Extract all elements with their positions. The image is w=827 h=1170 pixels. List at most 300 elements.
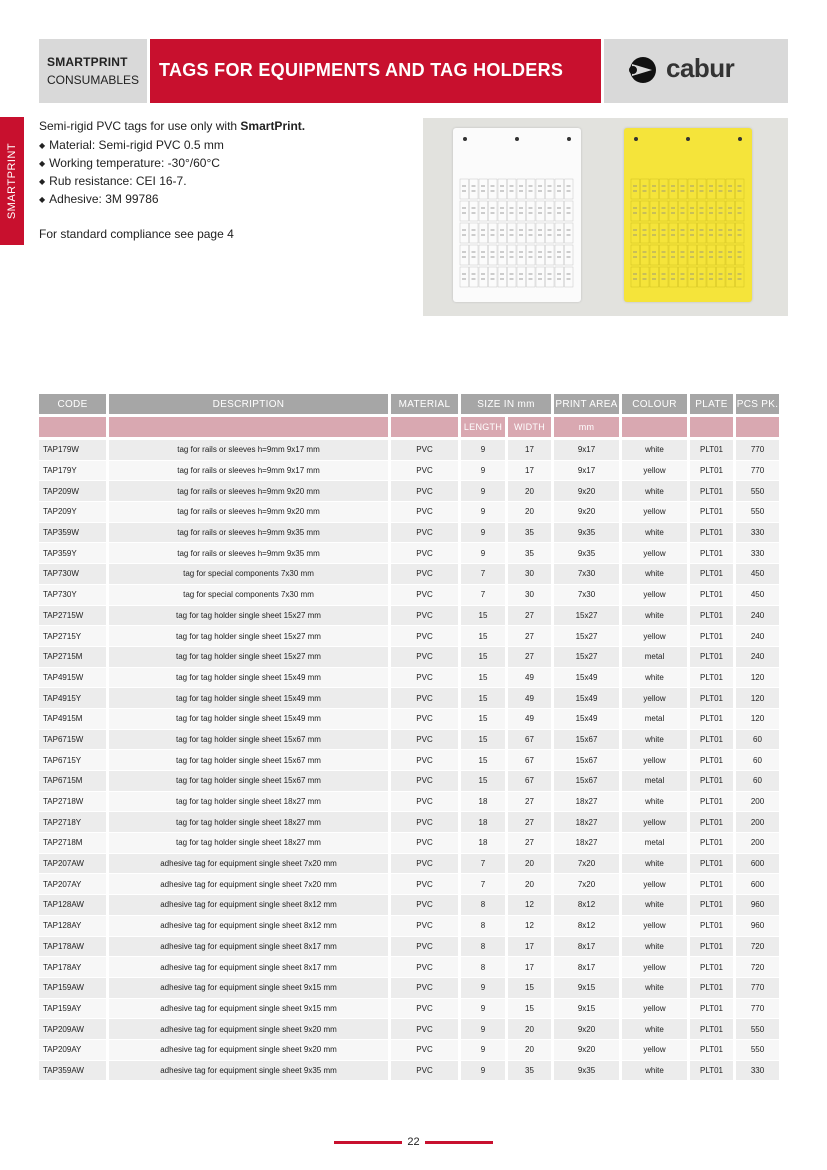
cell-pcs: 960 [736,916,779,937]
cell-length: 8 [461,916,505,937]
cell-print-area: 7x30 [554,564,619,585]
cell-width: 67 [508,730,551,751]
cell-pcs: 120 [736,688,779,709]
cell-plate: PLT01 [690,1019,733,1040]
cell-colour: white [622,481,687,502]
cell-material: PVC [391,750,458,771]
cell-print-area: 15x27 [554,626,619,647]
cell-length: 7 [461,585,505,606]
cell-material: PVC [391,812,458,833]
cell-width: 35 [508,543,551,564]
cell-print-area: 18x27 [554,833,619,854]
cell-pcs: 240 [736,647,779,668]
cell-colour: white [622,1019,687,1040]
hole-icon [738,137,742,141]
hole-icon [634,137,638,141]
cell-plate: PLT01 [690,564,733,585]
cell-length: 15 [461,668,505,689]
cell-material: PVC [391,792,458,813]
cell-width: 27 [508,606,551,627]
cell-colour: white [622,668,687,689]
cell-length: 7 [461,874,505,895]
cell-length: 15 [461,750,505,771]
cell-code: TAP2718W [39,792,106,813]
spec-item: ◆ Adhesive: 3M 99786 [39,191,409,209]
cell-colour: yellow [622,750,687,771]
cell-width: 15 [508,978,551,999]
cell-plate: PLT01 [690,481,733,502]
cell-length: 8 [461,895,505,916]
side-tab-label: SMARTPRINT [6,142,18,220]
cell-length: 9 [461,481,505,502]
table-row [39,833,779,854]
cell-description: tag for tag holder single sheet 18x27 mm [109,833,388,854]
cell-print-area: 9x20 [554,481,619,502]
cell-colour: yellow [622,585,687,606]
table-row [39,1019,779,1040]
cell-material: PVC [391,688,458,709]
cell-material: PVC [391,523,458,544]
hole-icon [686,137,690,141]
cell-colour: yellow [622,626,687,647]
cell-description: tag for rails or sleeves h=9mm 9x17 mm [109,440,388,461]
section-label-line1: SMARTPRINT [47,55,128,69]
cell-width: 12 [508,916,551,937]
cell-length: 15 [461,688,505,709]
cell-material: PVC [391,626,458,647]
brand-logo-box [604,39,788,103]
cell-width: 27 [508,647,551,668]
cell-plate: PLT01 [690,502,733,523]
cell-print-area: 15x49 [554,709,619,730]
cell-code: TAP209AY [39,1040,106,1061]
section-label-box [39,39,147,103]
cell-colour: metal [622,833,687,854]
cell-length: 15 [461,709,505,730]
product-photo [423,118,788,316]
col-header-plate: PLATE [690,394,733,414]
intro-text [39,118,409,243]
cell-plate: PLT01 [690,916,733,937]
cell-material: PVC [391,874,458,895]
hole-icon [515,137,519,141]
cell-description: tag for rails or sleeves h=9mm 9x35 mm [109,543,388,564]
cell-print-area: 9x35 [554,543,619,564]
side-tab [0,117,24,245]
cell-plate: PLT01 [690,730,733,751]
cell-plate: PLT01 [690,523,733,544]
table-row [39,647,779,668]
cell-description: tag for special components 7x30 mm [109,585,388,606]
cell-width: 35 [508,523,551,544]
tag-grid-icon [630,178,746,290]
cell-print-area: 15x67 [554,750,619,771]
cell-pcs: 450 [736,564,779,585]
cell-length: 15 [461,730,505,751]
cell-colour: white [622,523,687,544]
yellow-tag-sheet [624,128,752,302]
cell-colour: white [622,937,687,958]
brand-name: cabur [666,53,735,83]
table-row [39,585,779,606]
table-row [39,978,779,999]
cell-code: TAP359AW [39,1061,106,1082]
cell-print-area: 18x27 [554,812,619,833]
cell-code: TAP359Y [39,543,106,564]
spec-list [39,137,409,209]
table-row [39,999,779,1020]
cell-length: 18 [461,812,505,833]
subheader-print-unit: mm [554,417,619,437]
spec-item: ◆ Working temperature: -30°/60°C [39,155,409,173]
cell-code: TAP159AW [39,978,106,999]
cell-print-area: 8x17 [554,957,619,978]
cell-colour: metal [622,771,687,792]
cell-description: tag for rails or sleeves h=9mm 9x20 mm [109,481,388,502]
cell-material: PVC [391,564,458,585]
cell-colour: metal [622,647,687,668]
table-row [39,792,779,813]
cell-code: TAP209AW [39,1019,106,1040]
cell-print-area: 9x20 [554,502,619,523]
cell-material: PVC [391,999,458,1020]
cell-code: TAP4915Y [39,688,106,709]
cell-plate: PLT01 [690,1040,733,1061]
cell-colour: white [622,978,687,999]
cell-width: 30 [508,564,551,585]
cell-code: TAP2718M [39,833,106,854]
cell-code: TAP209W [39,481,106,502]
cell-print-area: 15x67 [554,730,619,751]
table-row [39,750,779,771]
intro-lead [39,118,409,135]
cell-print-area: 7x20 [554,854,619,875]
cell-pcs: 240 [736,626,779,647]
subheader-blank [690,417,733,437]
cell-code: TAP128AY [39,916,106,937]
product-table [36,394,782,1081]
cell-code: TAP209Y [39,502,106,523]
col-header-print-area: PRINT AREA [554,394,619,414]
cell-length: 9 [461,1019,505,1040]
table-row [39,688,779,709]
table-row [39,523,779,544]
table-row [39,440,779,461]
table-row [39,895,779,916]
table-row [39,481,779,502]
cell-code: TAP128AW [39,895,106,916]
cell-plate: PLT01 [690,812,733,833]
cell-length: 9 [461,999,505,1020]
table-row [39,916,779,937]
cell-code: TAP179Y [39,461,106,482]
cell-pcs: 200 [736,792,779,813]
cell-colour: white [622,895,687,916]
cell-code: TAP6715W [39,730,106,751]
cell-print-area: 9x35 [554,1061,619,1082]
cell-width: 49 [508,668,551,689]
cell-plate: PLT01 [690,688,733,709]
cell-colour: yellow [622,461,687,482]
cell-description: tag for rails or sleeves h=9mm 9x17 mm [109,461,388,482]
cell-material: PVC [391,895,458,916]
cell-length: 9 [461,523,505,544]
cell-pcs: 200 [736,833,779,854]
cell-code: TAP359W [39,523,106,544]
cell-material: PVC [391,461,458,482]
cell-code: TAP178AW [39,937,106,958]
cell-print-area: 9x15 [554,999,619,1020]
cell-description: tag for tag holder single sheet 15x49 mm [109,688,388,709]
cell-plate: PLT01 [690,874,733,895]
col-header-pcs: PCS PK. [736,394,779,414]
subheader-blank [109,417,388,437]
footer-rule-left [334,1141,402,1144]
cell-length: 9 [461,440,505,461]
cell-length: 9 [461,502,505,523]
cell-material: PVC [391,647,458,668]
col-header-material: MATERIAL [391,394,458,414]
cell-width: 17 [508,937,551,958]
table-row [39,1040,779,1061]
cell-pcs: 550 [736,502,779,523]
cell-colour: white [622,606,687,627]
subheader-width: WIDTH [508,417,551,437]
cell-plate: PLT01 [690,543,733,564]
cell-length: 15 [461,771,505,792]
cell-pcs: 770 [736,440,779,461]
cell-width: 27 [508,792,551,813]
cell-print-area: 9x17 [554,461,619,482]
cell-description: tag for tag holder single sheet 18x27 mm [109,812,388,833]
table-row [39,543,779,564]
cabur-logo-icon [628,55,664,85]
cell-print-area: 8x12 [554,916,619,937]
cell-print-area: 9x20 [554,1019,619,1040]
cell-material: PVC [391,502,458,523]
cell-plate: PLT01 [690,1061,733,1082]
table-row [39,937,779,958]
cell-plate: PLT01 [690,771,733,792]
cell-colour: yellow [622,688,687,709]
table-row [39,812,779,833]
cell-code: TAP730Y [39,585,106,606]
cell-width: 20 [508,502,551,523]
cell-print-area: 15x27 [554,647,619,668]
cell-material: PVC [391,709,458,730]
cell-pcs: 330 [736,543,779,564]
hole-icon [567,137,571,141]
table-row [39,461,779,482]
tag-grid-icon [459,178,575,290]
cell-description: adhesive tag for equipment single sheet 9x15 mm [109,999,388,1020]
cell-material: PVC [391,833,458,854]
cell-plate: PLT01 [690,461,733,482]
cell-pcs: 330 [736,1061,779,1082]
cell-code: TAP2715M [39,647,106,668]
cell-colour: white [622,730,687,751]
cell-description: adhesive tag for equipment single sheet 7x20 mm [109,854,388,875]
page-title: TAGS FOR EQUIPMENTS AND TAG HOLDERS [159,60,564,80]
cell-width: 67 [508,750,551,771]
table-row [39,1061,779,1082]
cell-colour: white [622,792,687,813]
cell-pcs: 60 [736,730,779,751]
cell-plate: PLT01 [690,585,733,606]
cell-plate: PLT01 [690,709,733,730]
cell-material: PVC [391,916,458,937]
cell-pcs: 60 [736,750,779,771]
cell-colour: yellow [622,812,687,833]
cell-pcs: 550 [736,1040,779,1061]
cell-plate: PLT01 [690,999,733,1020]
table-row [39,874,779,895]
cell-code: TAP2715W [39,606,106,627]
cell-plate: PLT01 [690,957,733,978]
cell-material: PVC [391,606,458,627]
spec-item: ◆ Material: Semi-rigid PVC 0.5 mm [39,137,409,155]
cell-plate: PLT01 [690,626,733,647]
cell-length: 9 [461,543,505,564]
cell-print-area: 9x17 [554,440,619,461]
cell-pcs: 120 [736,668,779,689]
cell-pcs: 450 [736,585,779,606]
cell-print-area: 18x27 [554,792,619,813]
compliance-note: For standard compliance see page 4 [39,227,234,241]
cell-width: 20 [508,854,551,875]
cell-width: 15 [508,999,551,1020]
cell-length: 9 [461,1040,505,1061]
cell-length: 18 [461,833,505,854]
cell-print-area: 15x67 [554,771,619,792]
cell-colour: yellow [622,543,687,564]
cell-plate: PLT01 [690,647,733,668]
cell-plate: PLT01 [690,833,733,854]
cell-description: tag for tag holder single sheet 15x27 mm [109,626,388,647]
cell-pcs: 200 [736,812,779,833]
table-row [39,730,779,751]
cell-plate: PLT01 [690,668,733,689]
cell-width: 12 [508,895,551,916]
cell-width: 20 [508,874,551,895]
cell-pcs: 240 [736,606,779,627]
cell-width: 20 [508,1040,551,1061]
cell-print-area: 7x20 [554,874,619,895]
cell-pcs: 600 [736,854,779,875]
cell-code: TAP2718Y [39,812,106,833]
cell-description: tag for tag holder single sheet 15x49 mm [109,709,388,730]
cell-pcs: 770 [736,978,779,999]
table-row [39,564,779,585]
cell-colour: yellow [622,999,687,1020]
cell-description: adhesive tag for equipment single sheet 8x17 mm [109,937,388,958]
cell-length: 15 [461,647,505,668]
cell-colour: yellow [622,502,687,523]
cell-length: 15 [461,606,505,627]
cell-code: TAP179W [39,440,106,461]
table-row [39,854,779,875]
cell-description: tag for tag holder single sheet 15x49 mm [109,668,388,689]
cell-width: 20 [508,1019,551,1040]
subheader-blank [622,417,687,437]
cell-pcs: 600 [736,874,779,895]
cell-material: PVC [391,668,458,689]
cell-width: 17 [508,440,551,461]
cell-width: 49 [508,688,551,709]
cell-width: 30 [508,585,551,606]
cell-description: adhesive tag for equipment single sheet 9x20 mm [109,1019,388,1040]
cell-description: tag for tag holder single sheet 18x27 mm [109,792,388,813]
cell-print-area: 15x49 [554,668,619,689]
cell-length: 9 [461,461,505,482]
cell-code: TAP730W [39,564,106,585]
cell-pcs: 330 [736,523,779,544]
col-header-size: SIZE IN mm [461,394,551,414]
cell-description: tag for tag holder single sheet 15x27 mm [109,606,388,627]
cell-description: tag for tag holder single sheet 15x67 mm [109,771,388,792]
cell-plate: PLT01 [690,750,733,771]
cell-length: 7 [461,564,505,585]
cell-material: PVC [391,481,458,502]
col-header-code: CODE [39,394,106,414]
cell-description: tag for rails or sleeves h=9mm 9x35 mm [109,523,388,544]
cell-pcs: 960 [736,895,779,916]
cell-description: adhesive tag for equipment single sheet 8x12 mm [109,916,388,937]
cell-code: TAP6715M [39,771,106,792]
cell-length: 9 [461,978,505,999]
footer-rule-right [425,1141,493,1144]
cell-plate: PLT01 [690,440,733,461]
cell-material: PVC [391,978,458,999]
cell-code: TAP207AY [39,874,106,895]
cell-description: tag for tag holder single sheet 15x27 mm [109,647,388,668]
cell-code: TAP159AY [39,999,106,1020]
table-row [39,502,779,523]
cell-pcs: 720 [736,957,779,978]
cell-colour: metal [622,709,687,730]
cell-width: 27 [508,833,551,854]
cell-description: adhesive tag for equipment single sheet 9x20 mm [109,1040,388,1061]
cell-plate: PLT01 [690,606,733,627]
table-row [39,771,779,792]
table-row [39,668,779,689]
cell-width: 20 [508,481,551,502]
cell-material: PVC [391,543,458,564]
white-tag-sheet [453,128,581,302]
cell-code: TAP4915W [39,668,106,689]
cell-length: 18 [461,792,505,813]
table-row [39,626,779,647]
cell-code: TAP4915M [39,709,106,730]
cell-width: 27 [508,626,551,647]
cell-length: 9 [461,1061,505,1082]
cell-plate: PLT01 [690,792,733,813]
cell-width: 35 [508,1061,551,1082]
cell-pcs: 770 [736,999,779,1020]
cell-material: PVC [391,585,458,606]
cell-length: 15 [461,626,505,647]
cell-colour: yellow [622,874,687,895]
intro-lead-brand: SmartPrint. [240,119,306,133]
cell-colour: white [622,854,687,875]
cell-colour: white [622,440,687,461]
cell-plate: PLT01 [690,895,733,916]
table-row [39,709,779,730]
cell-code: TAP207AW [39,854,106,875]
cell-material: PVC [391,440,458,461]
subheader-blank [39,417,106,437]
cell-code: TAP178AY [39,957,106,978]
